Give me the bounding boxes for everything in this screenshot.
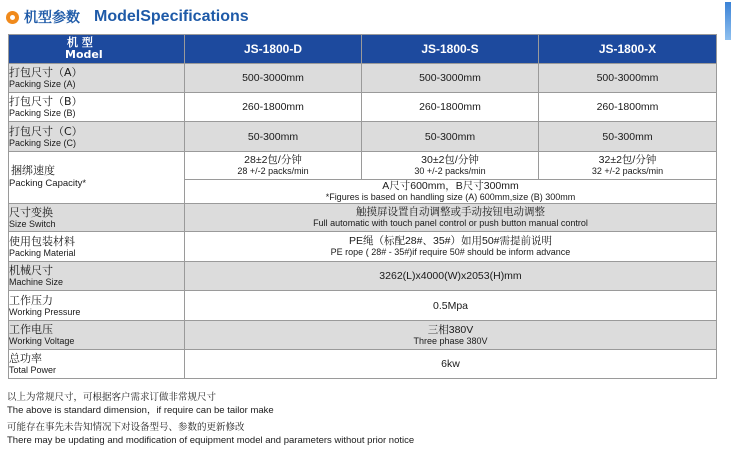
footer-note-1-en: The above is standard dimension，if require can be tailor make <box>7 405 274 416</box>
value-en: Three phase 380V <box>413 335 488 346</box>
value-en: 28 +/-2 packs/min <box>237 166 309 176</box>
heading-title-cn: 机型参数 <box>24 10 80 26</box>
value-cell: 50-300mm <box>185 122 362 152</box>
row-label <box>9 262 185 291</box>
value-en: Full automatic with touch panel control or push button manual control <box>313 218 588 228</box>
value-cell: 260-1800mm <box>185 93 362 122</box>
row-label-cn: 机械尺寸 <box>9 264 53 277</box>
row-label-en: Machine Size <box>9 277 64 287</box>
row-label-en: Working Voltage <box>9 336 75 346</box>
table-row-packing-size-c <box>9 122 717 152</box>
value-cell: 0.5Mpa <box>185 291 717 321</box>
table-row-packing-size-a <box>9 64 717 93</box>
value-cell: 3262(L)x4000(W)x2053(H)mm <box>185 262 717 291</box>
section-heading <box>6 6 249 28</box>
row-label-en: Packing Size (A) <box>9 79 76 89</box>
value-cell <box>362 152 539 180</box>
heading-title-en: ModelSpecifications <box>94 8 249 25</box>
spec-table <box>8 34 717 379</box>
row-label <box>9 93 185 122</box>
value-cell: 50-300mm <box>539 122 717 152</box>
row-label-cn: 总功率 <box>9 352 42 365</box>
row-label-en: Working Pressure <box>9 306 81 317</box>
value-cell <box>185 152 362 180</box>
value-cn: 触摸屏设置自动调整或手动按钮电动调整 <box>356 206 545 218</box>
model-header-cell <box>9 35 185 64</box>
value-en: PE rope ( 28# - 35#)if require 50# should be inform advance <box>330 247 571 257</box>
row-label-en: Packing Material <box>9 247 76 258</box>
value-cell <box>185 321 717 350</box>
value-cell: 50-300mm <box>362 122 539 152</box>
table-row-size-switch <box>9 204 717 232</box>
row-label-cn: 使用包装材料 <box>9 234 75 248</box>
table-row-packing-size-b <box>9 93 717 122</box>
row-label <box>9 64 185 93</box>
value-cell <box>185 232 717 262</box>
note-en: *Figures is based on handling size (A) 600mm,size (B) 300mm <box>325 192 576 202</box>
row-label-cn: 尺寸变换 <box>9 205 53 219</box>
table-row-packing-material <box>9 232 717 262</box>
model-label-cn: 机 型 <box>67 36 93 49</box>
table-row-working-pressure <box>9 291 717 321</box>
value-cn: 32±2包/分钟 <box>598 154 657 166</box>
row-label-cn: 工作压力 <box>9 293 53 307</box>
row-label <box>9 321 185 350</box>
row-label-en: Packing Capacity* <box>9 178 87 189</box>
table-row-machine-size <box>9 262 717 291</box>
value-cell: 500-3000mm <box>539 64 717 93</box>
row-label-en: Size Switch <box>9 218 56 229</box>
footer-note-1-cn: 以上为常规尺寸，可根据客户需求订做非常规尺寸 <box>7 392 217 403</box>
row-label-en: Packing Size (B) <box>9 108 76 118</box>
value-cell: 260-1800mm <box>539 93 717 122</box>
model-label-en: Model <box>65 48 103 61</box>
table-row-total-power <box>9 350 717 379</box>
row-label-cn: 打包尺寸（C） <box>9 124 83 138</box>
row-label <box>9 350 185 379</box>
table-row-packing-capacity <box>9 152 717 180</box>
value-cell: 500-3000mm <box>362 64 539 93</box>
value-cell: 6kw <box>185 350 717 379</box>
row-label-cn: 打包尺寸（A） <box>9 66 83 79</box>
footer-note-2-en: There may be updating and modification of equipment model and parameters without prior notice <box>7 435 415 446</box>
row-label-cn: 工作电压 <box>9 323 53 336</box>
model-column-x: JS-1800-X <box>539 35 717 64</box>
row-label <box>9 122 185 152</box>
value-en: 30 +/-2 packs/min <box>414 166 486 176</box>
row-label <box>9 232 185 262</box>
model-column-d: JS-1800-D <box>185 35 362 64</box>
row-label <box>9 152 185 204</box>
value-cn: 28±2包/分钟 <box>244 154 302 166</box>
value-cell: 500-3000mm <box>185 64 362 93</box>
value-en: 32 +/-2 packs/min <box>591 166 664 176</box>
row-label <box>9 204 185 232</box>
value-cn: 三相380V <box>427 323 474 336</box>
capacity-note-cell <box>185 180 717 204</box>
row-label <box>9 291 185 321</box>
model-column-s: JS-1800-S <box>362 35 539 64</box>
decorative-side-bar <box>725 2 731 40</box>
value-cell: 260-1800mm <box>362 93 539 122</box>
row-label-cn: 打包尺寸（B） <box>9 95 83 108</box>
row-label-en: Total Power <box>9 365 57 375</box>
value-cn: 30±2包/分钟 <box>421 154 479 166</box>
value-cell <box>539 152 717 180</box>
row-label-cn: 捆绑速度 <box>11 164 55 177</box>
value-cell <box>185 204 717 232</box>
gear-icon <box>6 11 19 24</box>
table-header-row <box>9 35 717 64</box>
note-cn: A尺寸600mm，B尺寸300mm <box>382 180 519 192</box>
footer-note-2-cn: 可能存在事先未告知情况下对设备型号、参数的更新修改 <box>7 422 245 433</box>
table-row-working-voltage <box>9 321 717 350</box>
value-cn: PE绳（标配28#、35#）如用50#需提前说明 <box>348 235 553 247</box>
row-label-en: Packing Size (C) <box>9 137 77 148</box>
